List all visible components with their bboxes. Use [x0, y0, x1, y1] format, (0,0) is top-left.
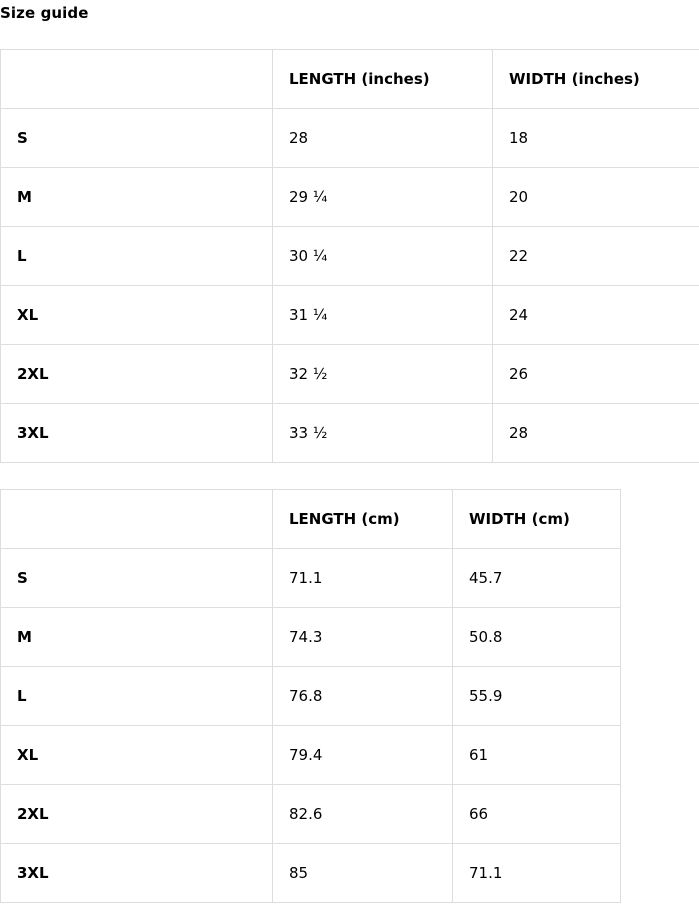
row-header-size: XL — [1, 286, 273, 345]
cell-length: 71.1 — [273, 549, 453, 608]
table-header-cm — [1, 490, 621, 549]
size-table-centimeters — [0, 489, 621, 903]
cell-width: 71.1 — [453, 844, 621, 903]
cell-length: 82.6 — [273, 785, 453, 844]
size-table-inches — [0, 49, 699, 463]
row-header-size: 2XL — [1, 785, 273, 844]
cell-length: 32 ½ — [273, 345, 493, 404]
cell-width: 45.7 — [453, 549, 621, 608]
cell-width: 26 — [493, 345, 699, 404]
cell-length: 31 ¼ — [273, 286, 493, 345]
column-header-width: WIDTH (cm) — [453, 490, 621, 549]
cell-length: 28 — [273, 109, 493, 168]
cell-length: 79.4 — [273, 726, 453, 785]
table-header-inches — [1, 50, 699, 109]
column-header-length: LENGTH (cm) — [273, 490, 453, 549]
cell-width: 28 — [493, 404, 699, 463]
row-header-size: S — [1, 549, 273, 608]
cell-width: 18 — [493, 109, 699, 168]
table-row — [1, 345, 699, 404]
cell-width: 24 — [493, 286, 699, 345]
row-header-size: S — [1, 109, 273, 168]
column-header-size — [1, 490, 273, 549]
row-header-size: L — [1, 227, 273, 286]
size-guide-page — [0, 3, 699, 903]
table-body-inches — [1, 109, 699, 463]
table-row — [1, 844, 621, 903]
table-row — [1, 549, 621, 608]
cell-width: 66 — [453, 785, 621, 844]
cell-width: 61 — [453, 726, 621, 785]
table-header-row — [1, 490, 621, 549]
row-header-size: M — [1, 168, 273, 227]
column-header-length: LENGTH (inches) — [273, 50, 493, 109]
page-title: Size guide — [0, 3, 699, 23]
table-row — [1, 608, 621, 667]
table-row — [1, 726, 621, 785]
table-row — [1, 109, 699, 168]
row-header-size: XL — [1, 726, 273, 785]
cell-width: 20 — [493, 168, 699, 227]
row-header-size: 3XL — [1, 404, 273, 463]
table-header-row — [1, 50, 699, 109]
row-header-size: 3XL — [1, 844, 273, 903]
cell-width: 22 — [493, 227, 699, 286]
table-body-cm — [1, 549, 621, 903]
table-row — [1, 785, 621, 844]
cell-length: 76.8 — [273, 667, 453, 726]
row-header-size: M — [1, 608, 273, 667]
cell-length: 74.3 — [273, 608, 453, 667]
table-row — [1, 404, 699, 463]
row-header-size: L — [1, 667, 273, 726]
cell-width: 55.9 — [453, 667, 621, 726]
cell-width: 50.8 — [453, 608, 621, 667]
table-row — [1, 667, 621, 726]
column-header-width: WIDTH (inches) — [493, 50, 699, 109]
row-header-size: 2XL — [1, 345, 273, 404]
table-row — [1, 227, 699, 286]
cell-length: 33 ½ — [273, 404, 493, 463]
table-row — [1, 168, 699, 227]
table-row — [1, 286, 699, 345]
cell-length: 30 ¼ — [273, 227, 493, 286]
cell-length: 85 — [273, 844, 453, 903]
cell-length: 29 ¼ — [273, 168, 493, 227]
column-header-size — [1, 50, 273, 109]
